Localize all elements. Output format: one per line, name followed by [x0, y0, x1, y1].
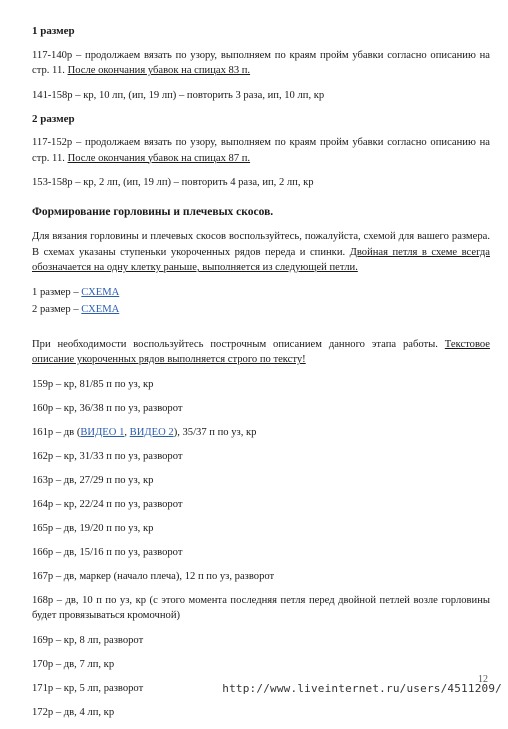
row-160: 160р – кр, 36/38 п по уз, разворот	[32, 402, 183, 414]
row-167: 167р – дв, маркер (начало плеча), 12 п по уз, разворот	[32, 570, 275, 582]
size2-underlined-note: После окончания убавок на спицах 87 п.	[67, 152, 251, 164]
size2-text: 117-152р – продолжаем вязать по узору, выполняем по краям пройм убавки согласно описанию на стр. 11.	[32, 137, 490, 164]
row-162: 162р – кр, 31/33 п по уз, разворот	[32, 450, 183, 462]
size2-rows: 153-158р – кр, 2 лп, (ип, 19 лп) – повторить 4 раза, ип, 2 лп, кр	[32, 177, 314, 188]
video2-link[interactable]: ВИДЕО 2	[129, 426, 174, 438]
scheme2-link[interactable]: СХЕМА	[81, 304, 120, 315]
neck-heading: Формирование горловины и плечевых скосов.	[32, 205, 274, 218]
scheme1-line	[32, 285, 490, 301]
row-169: 169р – кр, 8 лп, разворот	[32, 634, 144, 646]
neck-intro	[32, 229, 490, 276]
row-161	[32, 425, 490, 441]
size1-text: 117-140р – продолжаем вязать по узору, выполняем по краям пройм убавки согласно описанию на стр. 11.	[32, 49, 490, 76]
row-166: 166р – дв, 15/16 п по уз, разворот	[32, 546, 183, 558]
size1-paragraph	[32, 48, 490, 79]
note-text: При необходимости воспользуйтесь построчным описанием данного этапа работы.	[32, 338, 438, 350]
scheme2-prefix: 2 размер –	[32, 304, 82, 315]
size1-rows: 141-158р – кр, 10 лп, (ип, 19 лп) – повторить 3 раза, ип, 10 лп, кр	[32, 89, 325, 101]
scheme1-link[interactable]: СХЕМА	[81, 286, 120, 298]
spacer	[32, 327, 490, 337]
video1-link[interactable]: ВИДЕО 1	[80, 426, 125, 438]
size2-heading: 2 размер	[32, 112, 75, 125]
row-161-prefix: 161р – дв (	[32, 426, 81, 438]
size1-heading: 1 размер	[32, 25, 75, 37]
row-161-sep: ,	[124, 426, 130, 438]
page-number: 12	[478, 674, 488, 685]
note-paragraph	[32, 337, 490, 368]
row-161-suffix: ), 35/37 п по уз, кр	[173, 426, 257, 438]
row-164: 164р – кр, 22/24 п по уз, разворот	[32, 498, 183, 510]
note-underlined: Текстовое описание укороченных рядов выполняется строго по тексту!	[32, 338, 490, 365]
row-163: 163р – дв, 27/29 п по уз, кр	[32, 474, 154, 486]
page-content	[32, 24, 490, 729]
row-165: 165р – дв, 19/20 п по уз, кр	[32, 522, 154, 534]
size1-underlined-note: После окончания убавок на спицах 83 п.	[67, 65, 251, 76]
size2-paragraph	[32, 135, 490, 166]
scheme1-prefix: 1 размер –	[32, 286, 82, 298]
row-171: 171р – кр, 5 лп, разворот	[32, 682, 144, 694]
row-159: 159р – кр, 81/85 п по уз, кр	[32, 378, 154, 390]
neck-intro-underlined: Двойная петля в схеме всегда обозначается на одну клетку раньше, выполняется из следующей петли.	[32, 246, 490, 273]
row-168: 168р – дв, 10 п по уз, кр (с этого момента последняя петля перед двойной петлей возле горловины будет провязываться кромочной)	[32, 594, 490, 621]
footer-url[interactable]: http://www.liveinternet.ru/users/4511209/	[222, 682, 502, 695]
row-170: 170р – дв, 7 лп, кр	[32, 658, 115, 670]
neck-intro-text: Для вязания горловины и плечевых скосов воспользуйтесь, пожалуйста, схемой для вашего размера. В схемах указаны ступеньки укороченных рядов переда и спинки.	[32, 231, 490, 258]
row-172: 172р – дв, 4 лп, кр	[32, 706, 115, 718]
scheme2-line	[32, 302, 490, 318]
